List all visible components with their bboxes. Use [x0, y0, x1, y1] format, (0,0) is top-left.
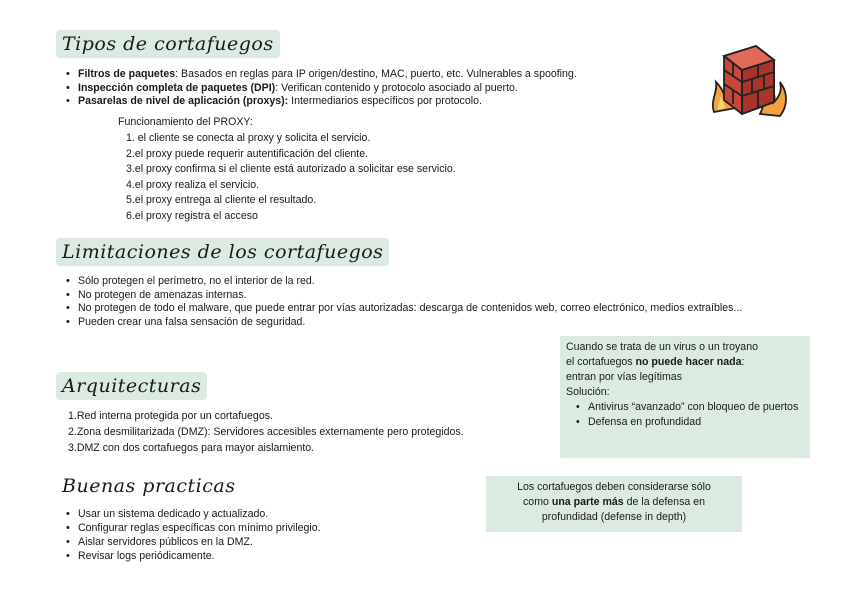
- list-item: • Pueden crear una falsa sensación de seguridad.: [66, 316, 796, 330]
- list-item: • No protegen de amenazas internas.: [66, 289, 796, 303]
- note-line: como una parte más de la defensa en: [523, 496, 705, 508]
- list-item: 3.DMZ con dos cortafuegos para mayor aislamiento.: [68, 442, 315, 454]
- proxy-title: Funcionamiento del PROXY:: [118, 116, 253, 128]
- list-item: • Configurar reglas específicas con mínimo privilegio.: [66, 521, 466, 535]
- list-item: • Inspección completa de paquetes (DPI): Verifican contenido y protocolo asociado al puerto.: [66, 82, 706, 96]
- list-item: 6.el proxy registra el acceso: [126, 209, 258, 222]
- list-item: 2.el proxy puede requerir autentificación del cliente.: [126, 147, 369, 160]
- list-item: 5.el proxy entrega al cliente el resultado.: [126, 194, 317, 207]
- list-item: 4.el proxy realiza el servicio.: [126, 178, 260, 191]
- solution-list: [566, 400, 804, 430]
- heading-tipos: Tipos de cortafuegos: [56, 30, 280, 58]
- note-line: entran por vías legítimas: [566, 371, 682, 383]
- heading-limitaciones: Limitaciones de los cortafuegos: [56, 238, 389, 266]
- defense-note-box: [486, 476, 742, 532]
- note-line: Solución:: [566, 386, 610, 398]
- list-item: • Aislar servidores públicos en la DMZ.: [66, 535, 466, 549]
- note-line: profundidad (defense in depth): [541, 511, 687, 523]
- heading-buenas-practicas: Buenas practicas: [62, 475, 236, 497]
- list-item: • Revisar logs periódicamente.: [66, 549, 466, 563]
- list-item: 3.el proxy confirma si el cliente está autorizado a solicitar ese servicio.: [126, 163, 456, 176]
- tipos-list: [66, 68, 706, 109]
- list-item: 2.Zona desmilitarizada (DMZ): Servidores accesibles externamente pero protegidos.: [68, 426, 464, 438]
- list-item: • Sólo protegen el perímetro, no el interior de la red.: [66, 275, 796, 289]
- virus-note-box: [560, 336, 810, 458]
- firewall-icon: [708, 42, 788, 122]
- list-item: • Filtros de paquetes: Basados en reglas para IP origen/destino, MAC, puerto, etc. Vulnerables a spoofing.: [66, 68, 706, 82]
- list-item: • Defensa en profundidad: [576, 415, 804, 430]
- note-line: Los cortafuegos deben considerarse sólo: [517, 481, 711, 493]
- limitaciones-list: [66, 275, 796, 329]
- arquitecturas-list: [68, 408, 568, 456]
- list-item: • Antivirus “avanzado” con bloqueo de puertos: [576, 400, 804, 415]
- note-line: el cortafuegos no puede hacer nada:: [566, 356, 745, 368]
- note-line: Cuando se trata de un virus o un troyano: [566, 341, 758, 353]
- buenas-list: [66, 507, 466, 563]
- list-item: • Pasarelas de nivel de aplicación (proxys): Intermediarios específicos por protocolo.: [66, 95, 706, 109]
- list-item: • No protegen de todo el malware, que puede entrar por vías autorizadas: descarga de contenidos web, correo electrónico, medios extraíbles...: [66, 302, 796, 316]
- list-item: • Usar un sistema dedicado y actualizado.: [66, 507, 466, 521]
- heading-arquitecturas: Arquitecturas: [56, 372, 207, 400]
- list-item: 1.Red interna protegida por un cortafuegos.: [68, 410, 273, 422]
- list-item: 1. el cliente se conecta al proxy y solicita el servicio.: [126, 132, 371, 144]
- proxy-steps: [126, 131, 606, 225]
